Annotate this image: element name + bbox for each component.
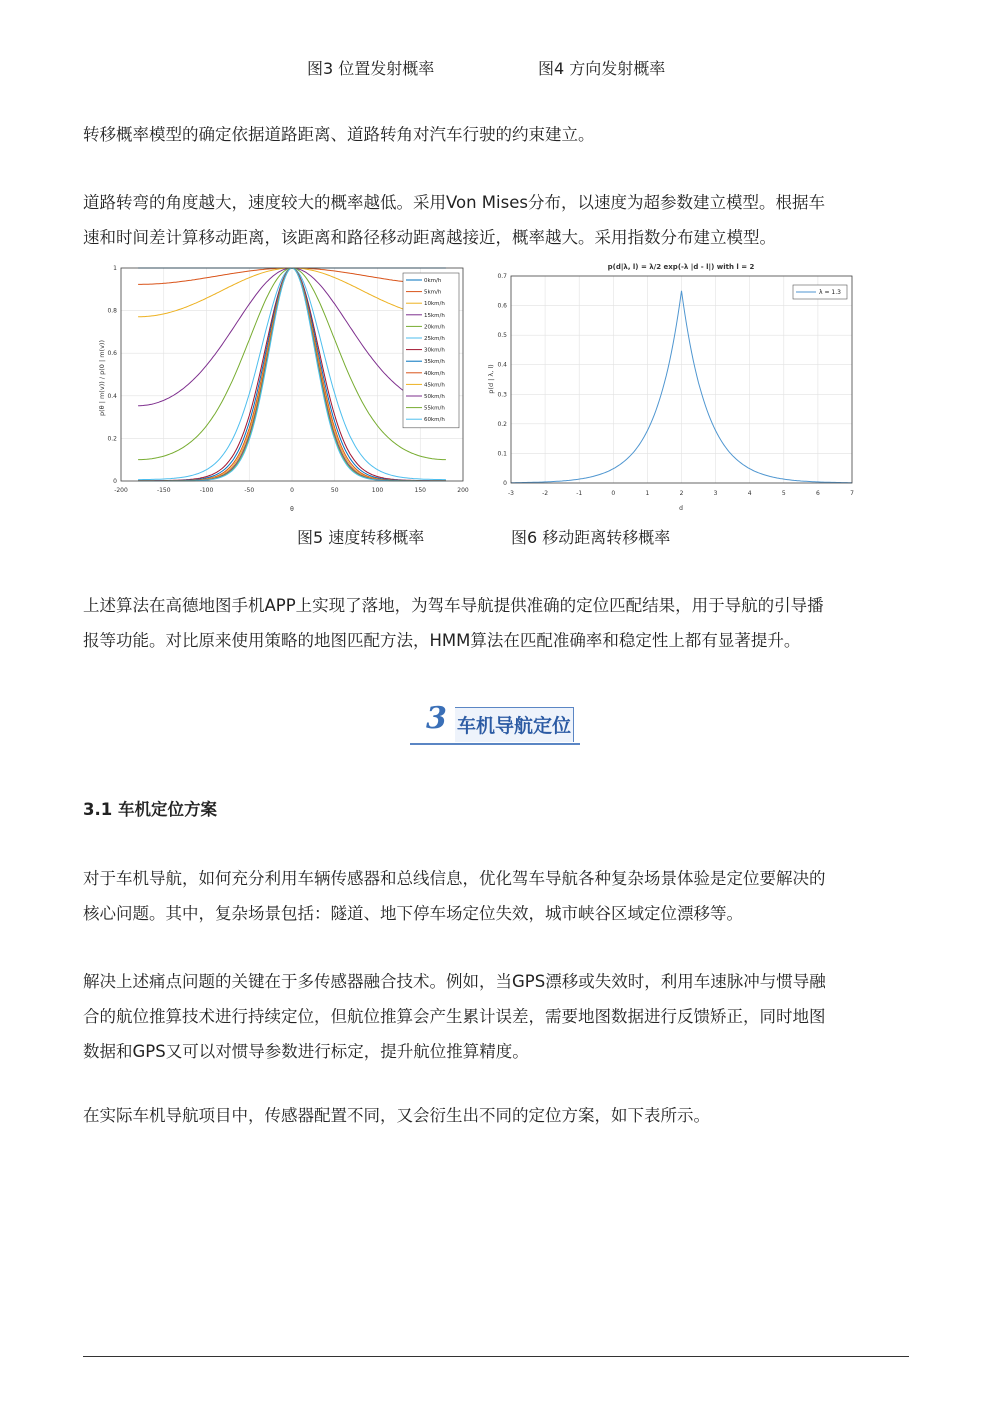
y-axis-label: p(d | λ, l) xyxy=(487,364,495,394)
paragraph-line: 报等功能。对比原来使用策略的地图匹配方法，HMM算法在匹配准确率和稳定性上都有显著提升。 xyxy=(83,631,801,650)
speed-transition-chart xyxy=(90,260,480,516)
chart-legend xyxy=(793,285,847,299)
paragraph-transition-model xyxy=(83,117,911,152)
section-underline xyxy=(410,743,580,745)
x-tick-label: -3 xyxy=(508,490,514,497)
x-tick-label: 100 xyxy=(371,487,384,494)
paragraph-line: 转移概率模型的确定依据道路距离、道路转角对汽车行驶的约束建立。 xyxy=(83,125,595,144)
legend-entry: 10km/h xyxy=(424,301,445,308)
legend-entry: 40km/h xyxy=(424,370,445,377)
paragraph-vonmises xyxy=(83,185,911,255)
paragraph-line: 上述算法在高德地图手机APP上实现了落地，为驾车导航提供准确的定位匹配结果，用于导航的引导播 xyxy=(83,596,824,615)
y-tick-label: 0.5 xyxy=(497,332,507,340)
y-tick-label: 0 xyxy=(113,478,117,485)
y-tick-label: 0.4 xyxy=(497,361,507,369)
x-tick-label: 7 xyxy=(850,490,854,497)
y-tick-label: 0.7 xyxy=(497,273,507,280)
x-tick-label: 3 xyxy=(713,490,718,497)
chart-legend xyxy=(403,273,459,428)
footer-divider xyxy=(83,1356,909,1357)
y-tick-labels xyxy=(107,265,117,485)
distance-transition-chart xyxy=(485,258,865,514)
x-tick-label: 50 xyxy=(330,487,339,494)
paragraph-positioning-schemes xyxy=(83,1098,911,1133)
paragraph-sensor-fusion xyxy=(83,964,911,1069)
x-tick-label: -2 xyxy=(542,490,549,497)
legend-entry: 25km/h xyxy=(424,336,445,342)
legend-entry: 60km/h xyxy=(424,417,445,424)
paragraph-line: 道路转弯的角度越大，速度较大的概率越低。采用Von Mises分布，以速度为超参数建立模型。根据车 xyxy=(83,193,825,212)
legend-entry: 50km/h xyxy=(424,394,445,400)
paragraph-amap-deployment xyxy=(83,588,911,658)
paragraph-line: 对于车机导航，如何充分利用车辆传感器和总线信息，优化驾车导航各种复杂场景体验是定位要解决的 xyxy=(83,869,826,888)
legend-entry: 30km/h xyxy=(424,347,445,354)
fig4-caption: 图4 方向发射概率 xyxy=(538,59,666,78)
x-tick-label: 200 xyxy=(457,487,469,494)
legend-entry: 5km/h xyxy=(424,289,442,296)
paragraph-car-navigation xyxy=(83,861,911,931)
x-tick-label: 1 xyxy=(645,490,650,497)
x-tick-label: 2 xyxy=(679,490,684,497)
y-tick-labels xyxy=(497,273,507,487)
y-tick-label: 0.1 xyxy=(497,450,507,458)
chart-grid xyxy=(511,276,852,483)
legend-entry: 45km/h xyxy=(424,382,445,389)
legend-entry: 0km/h xyxy=(424,278,442,284)
y-tick-label: 0.4 xyxy=(107,392,117,400)
y-tick-label: 0.6 xyxy=(497,302,507,310)
x-tick-label: -150 xyxy=(156,487,171,494)
legend-entry: 20km/h xyxy=(424,324,445,331)
y-tick-label: 0.2 xyxy=(107,435,117,443)
fig5-caption: 图5 速度转移概率 xyxy=(297,528,425,547)
paragraph-line: 数据和GPS又可以对惯导参数进行标定，提升航位推算精度。 xyxy=(83,1042,529,1061)
x-tick-label: 0 xyxy=(290,487,294,494)
legend-entry: 55km/h xyxy=(424,405,445,412)
x-tick-label: -200 xyxy=(114,487,128,494)
y-axis-label: p(θ | m(v)) / p(0 | m(v)) xyxy=(98,340,106,416)
subsection-title: 3.1 车机定位方案 xyxy=(83,800,217,819)
fig3-caption: 图3 位置发射概率 xyxy=(307,59,435,78)
x-tick-label: 5 xyxy=(781,490,786,497)
x-tick-label: -50 xyxy=(244,487,255,494)
x-tick-labels xyxy=(508,490,854,497)
legend-entry: 15km/h xyxy=(424,312,445,319)
paragraph-line: 合的航位推算技术进行持续定位，但航位推算会产生累计误差，需要地图数据进行反馈矫正，同时地图 xyxy=(83,1007,826,1026)
paragraph-line: 解决上述痛点问题的关键在于多传感器融合技术。例如，当GPS漂移或失效时，利用车速脉冲与惯导融 xyxy=(83,972,826,991)
x-tick-label: 0 xyxy=(611,490,616,497)
paragraph-line: 在实际车机导航项目中，传感器配置不同，又会衍生出不同的定位方案，如下表所示。 xyxy=(83,1106,710,1125)
fig6-caption: 图6 移动距离转移概率 xyxy=(511,528,671,547)
y-tick-label: 0.8 xyxy=(107,307,117,315)
y-tick-label: 1 xyxy=(113,265,117,272)
y-tick-label: 0.6 xyxy=(107,350,117,358)
section-number: 3 xyxy=(426,701,447,736)
x-tick-label: -1 xyxy=(576,490,583,497)
y-tick-label: 0 xyxy=(503,480,507,487)
section-title: 车机导航定位 xyxy=(455,707,574,742)
y-tick-label: 0.3 xyxy=(497,391,507,399)
x-axis-label: d xyxy=(679,505,683,512)
paragraph-line: 核心问题。其中，复杂场景包括：隧道、地下停车场定位失效，城市峡谷区域定位漂移等。 xyxy=(83,904,743,923)
x-axis-label: θ xyxy=(290,506,294,513)
x-tick-label: -100 xyxy=(199,487,214,494)
x-tick-labels xyxy=(114,487,469,494)
x-tick-label: 4 xyxy=(747,490,752,497)
legend-entry: λ = 1.3 xyxy=(819,289,841,296)
y-tick-label: 0.2 xyxy=(497,420,507,428)
x-tick-label: 150 xyxy=(414,487,426,494)
chart-title: p(d|λ, l) = λ/2 exp(-λ |d - l|) with l = 2 xyxy=(607,263,755,271)
x-tick-label: 6 xyxy=(815,490,820,497)
legend-entry: 35km/h xyxy=(424,359,445,366)
paragraph-line: 速和时间差计算移动距离，该距离和路径移动距离越接近，概率越大。采用指数分布建立模型。 xyxy=(83,228,776,247)
